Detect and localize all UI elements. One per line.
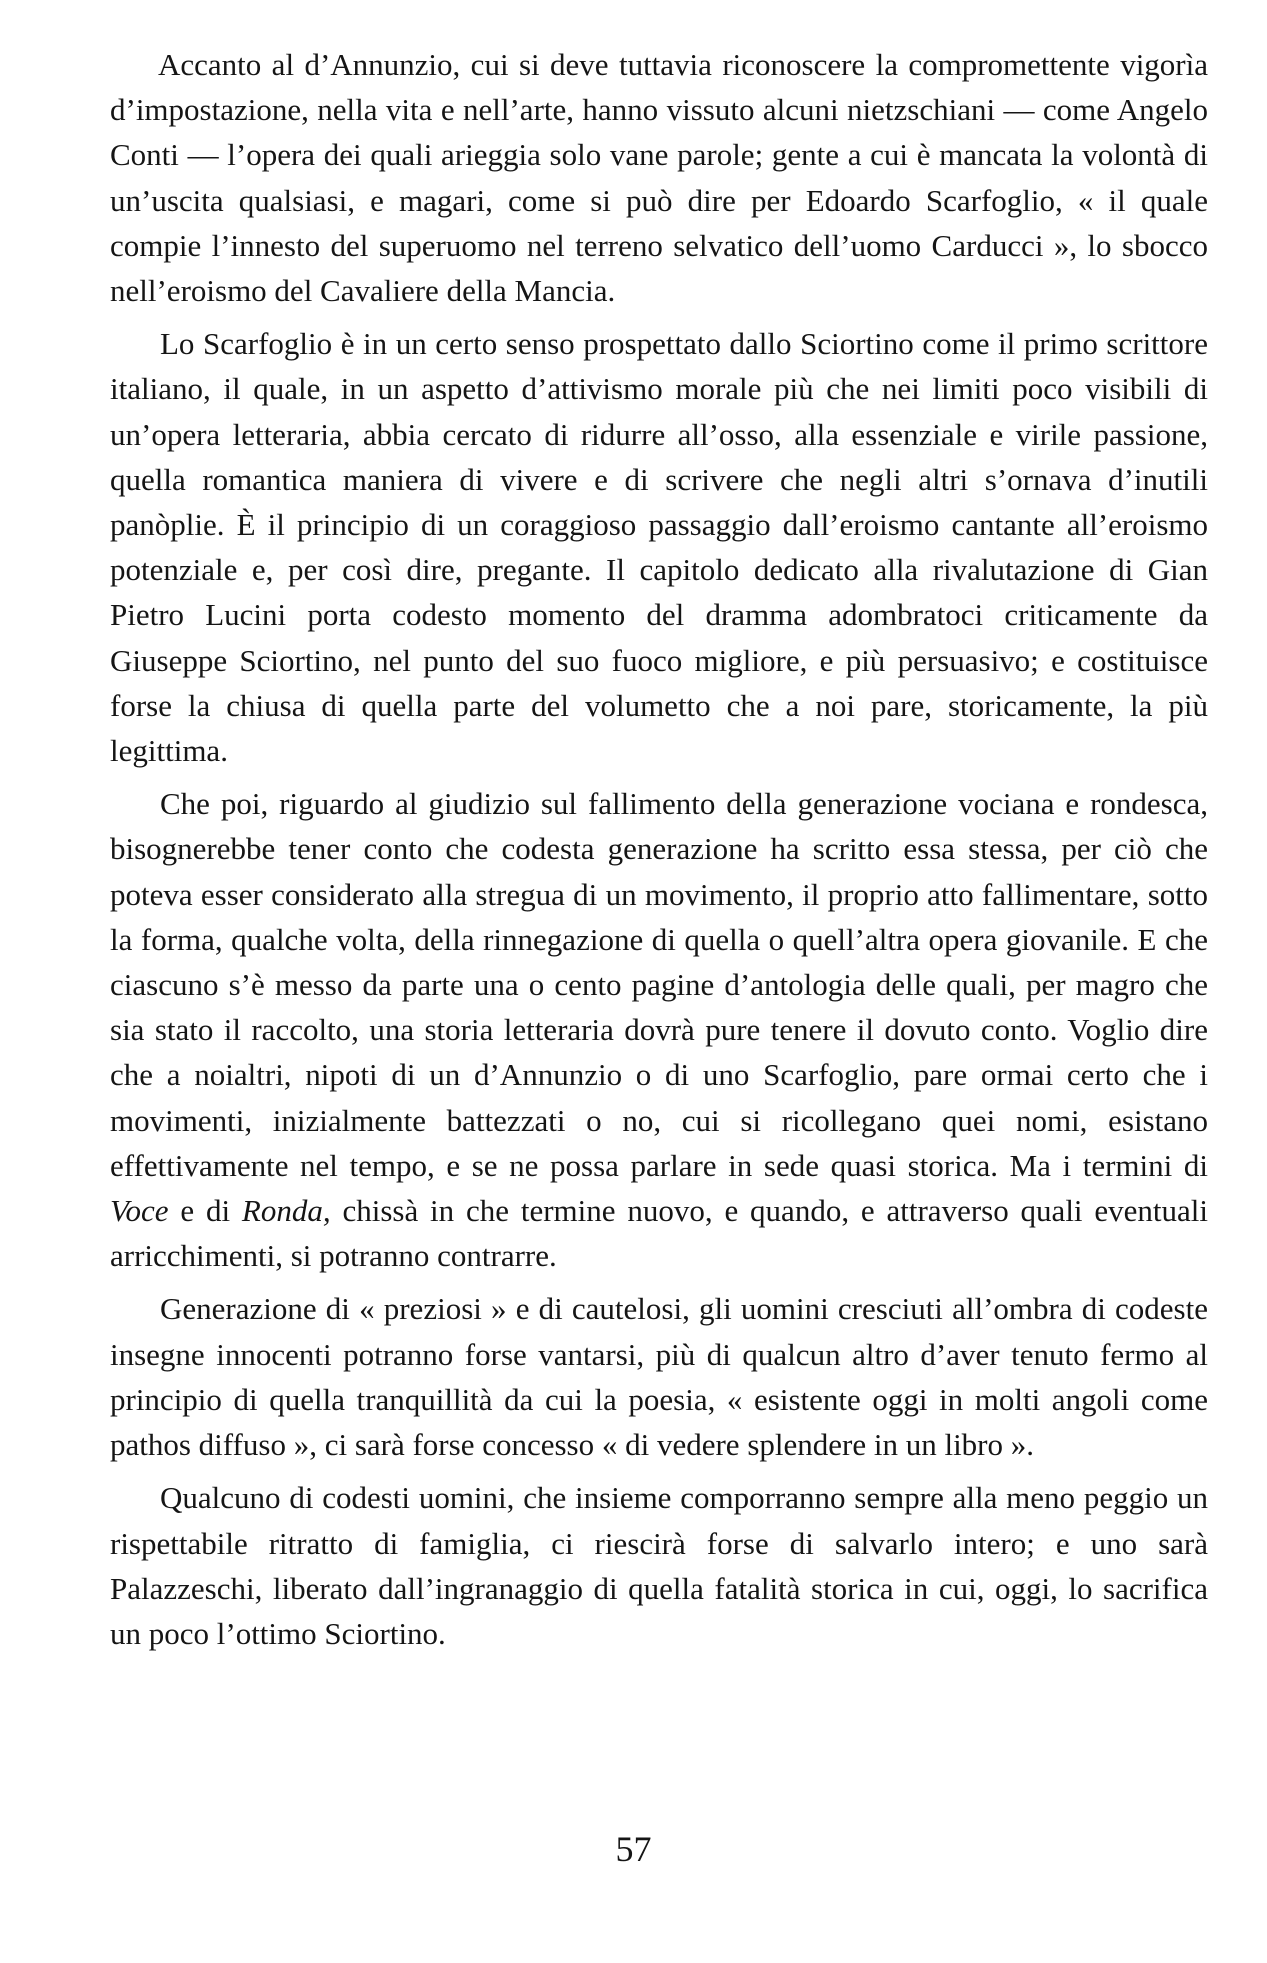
paragraph-3-text-a: Che poi, riguardo al giudizio sul fallimento della generazione vociana e rondesca, bisognerebbe tener conto che codesta generazione ha scritto essa stessa, per ciò che poteva esser considerato alla stregua di un movimento, il proprio atto fallimentare, sotto la forma, qualche volta, della rinnegazione di quella o quell’altra opera giovanile. E che ciascuno s’è messo da parte una o cento pagine d’antologia delle quali, per magro che sia stato il raccolto, una storia letteraria dovrà pure tenere il dovuto conto. Voglio dire che a noialtri, nipoti di un d’Annunzio o di uno Scarfoglio, pare ormai certo che i movimenti, inizialmente battezzati o no, cui si ricollegano quei nomi, esistano effettivamente nel tempo, e se ne possa parlare in sede quasi storica. Ma i termini di [110, 786, 1208, 1183]
title-voce: Voce [110, 1193, 169, 1229]
title-ronda: Ronda, [241, 1193, 331, 1229]
paragraph-3-text-c: chissà in che termine nuovo, e quando, e attraverso quali eventuali arricchimenti, si potranno contrarre. [110, 1193, 1208, 1274]
paragraph-5: Qualcuno di codesti uomini, che insieme comporranno sempre alla meno peggio un rispettabile ritratto di famiglia, ci riescirà forse di salvarlo intero; e uno sarà Palazzeschi, liberato dall’ingranaggio di quella fatalità storica in cui, oggi, lo sacrifica un poco l’ottimo Sciortino. [110, 1480, 1208, 1651]
page-number: 57 [615, 1829, 652, 1869]
paragraph-1: Accanto al d’Annunzio, cui si deve tuttavia riconoscere la compromettente vigorìa d’impostazione, nella vita e nell’arte, hanno vissuto alcuni nietzschiani — come Angelo Conti — l’opera dei quali arieggia solo vane parole; gente a cui è mancata la volontà di un’uscita qualsiasi, e magari, come si può dire per Edoardo Scarfoglio, « il quale compie l’innesto del superuomo nel terreno selvatico dell’uomo Carducci », lo sbocco nell’eroismo del Cavaliere della Mancia. [110, 47, 1208, 309]
page-body [110, 42, 1208, 1664]
paragraph-4: Generazione di « preziosi » e di cautelosi, gli uomini cresciuti all’ombra di codeste insegne innocenti potranno forse vantarsi, più di qualcun altro d’aver tenuto fermo al principio di quella tranquillità da cui la poesia, « esistente oggi in molti angoli come pathos diffuso », ci sarà forse concesso « di vedere splendere in un libro ». [110, 1291, 1208, 1463]
paragraph-3 [110, 781, 1208, 1278]
paragraph-3-text-b: e di [168, 1193, 242, 1229]
paragraph-2: Lo Scarfoglio è in un certo senso prospettato dallo Sciortino come il primo scrittore italiano, il quale, in un aspetto d’attivismo morale più che nei limiti poco visibili di un’opera letteraria, abbia cercato di ridurre all’osso, alla essenziale e virile passione, quella romantica maniera di vivere e di scrivere che negli altri s’ornava d’inutili panòplie. È il principio di un coraggioso passaggio dall’eroismo cantante all’eroismo potenziale e, per così dire, pregante. Il capitolo dedicato alla rivalutazione di Gian Pietro Lucini porta codesto momento del dramma adombratoci criticamente da Giuseppe Sciortino, nel punto del suo fuoco migliore, e più persuasivo; e costituisce forse la chiusa di quella parte del volumetto che a noi pare, storicamente, la più legittima. [110, 326, 1208, 769]
